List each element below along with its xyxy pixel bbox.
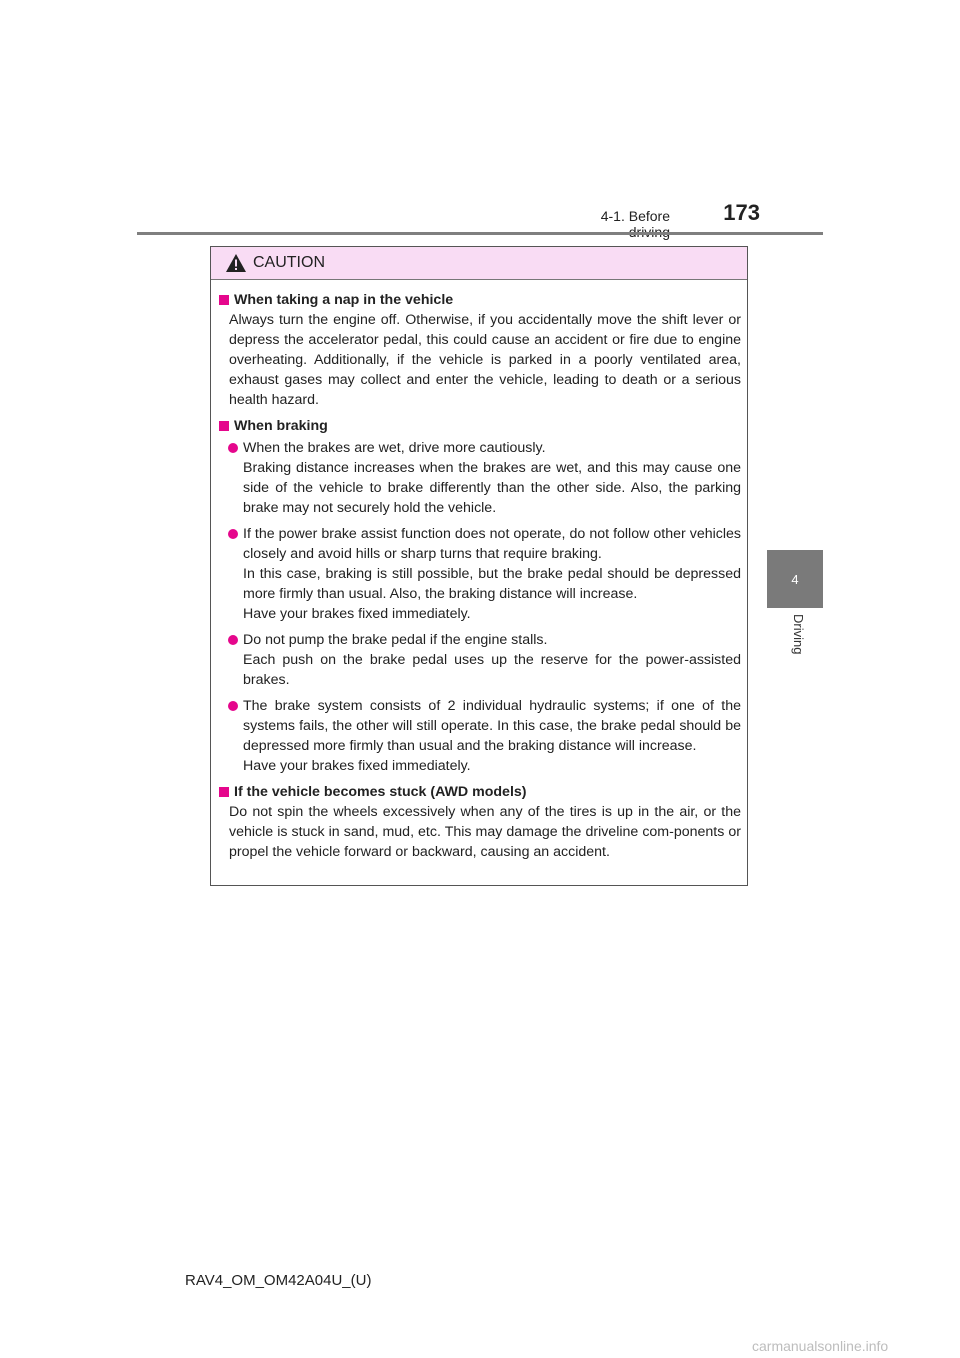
section-title: 4-1. Before <box>600 208 670 224</box>
circle-bullet-icon <box>228 635 238 645</box>
section-heading <box>219 290 741 310</box>
circle-bullet-icon <box>228 443 238 453</box>
list-item-line: Each push on the brake pedal uses up the reserve for the power-assisted brakes. <box>243 652 741 688</box>
list-item <box>219 438 741 518</box>
square-bullet-icon <box>219 787 229 797</box>
page-number: 173 <box>723 200 760 225</box>
section-heading-text: If the vehicle becomes stuck (AWD models) <box>234 784 527 800</box>
caution-box <box>210 246 748 886</box>
section-heading <box>219 782 741 802</box>
section-heading <box>219 416 741 436</box>
list-item-line: Have your brakes fixed immediately. <box>243 758 471 774</box>
site-watermark[interactable]: carmanualsonline.info <box>752 1338 889 1354</box>
square-bullet-icon <box>219 295 229 305</box>
list-item-text <box>243 524 741 624</box>
caution-heading: CAUTION <box>253 254 325 271</box>
list-item-line: Do not pump the brake pedal if the engine stalls. <box>243 632 548 648</box>
list-item <box>219 630 741 690</box>
warning-triangle-icon <box>225 253 247 273</box>
square-bullet-icon <box>219 421 229 431</box>
circle-bullet-icon <box>228 529 238 539</box>
caution-body <box>211 280 747 862</box>
circle-bullet-icon <box>228 701 238 711</box>
list-item-text <box>243 438 741 518</box>
list-item-line: The brake system consists of 2 individual hydraulic systems; if one of the systems fails, the other will still operate. In this case, the brake pedal should be depressed more firmly than usual and the braking distance will increase. <box>243 698 741 754</box>
section-text: Always turn the engine off. Otherwise, if you accidentally move the shift lever or depress the accelerator pedal, this could cause an accident or fire due to engine overheating. Additionally, if the vehicle is parked in a poorly ventilated area, exhaust gases may collect and enter the vehicle, leading to death or a serious health hazard. <box>229 312 741 408</box>
list-item-line: In this case, braking is still possible, but the brake pedal should be depressed more firmly than usual. Also, the braking distance will increase. <box>243 566 741 602</box>
section-text: Do not spin the wheels excessively when any of the tires is up in the air, or the vehicle is stuck in sand, mud, etc. This may damage the driveline com-ponents or propel the vehicle forward or backward, causing an accident. <box>229 804 741 860</box>
list-item <box>219 524 741 624</box>
header-divider <box>137 232 823 235</box>
section-heading-text: When braking <box>234 418 328 434</box>
list-item-line: Braking distance increases when the brakes are wet, and this may cause one side of the vehicle to brake differently than the other side. Also, the parking brake may not securely hold the vehicle. <box>243 460 741 516</box>
section-stuck <box>219 782 741 862</box>
section-nap <box>219 290 741 410</box>
list-item-text <box>243 696 741 776</box>
model-code: RAV4_OM_OM42A04U_(U) <box>185 1272 372 1289</box>
section-braking <box>219 416 741 776</box>
section-heading-text: When taking a nap in the vehicle <box>234 292 454 308</box>
list-item-line: When the brakes are wet, drive more cautiously. <box>243 440 546 456</box>
list-item <box>219 696 741 776</box>
list-item-text <box>243 630 741 690</box>
chapter-label: Driving <box>791 614 806 655</box>
caution-header <box>211 247 747 280</box>
list-item-line: Have your brakes fixed immediately. <box>243 606 471 622</box>
chapter-number: 4 <box>791 571 799 587</box>
list-item-line: If the power brake assist function does not operate, do not follow other vehicles closely and avoid hills or sharp turns that require braking. <box>243 526 741 562</box>
chapter-tab[interactable] <box>767 550 823 608</box>
